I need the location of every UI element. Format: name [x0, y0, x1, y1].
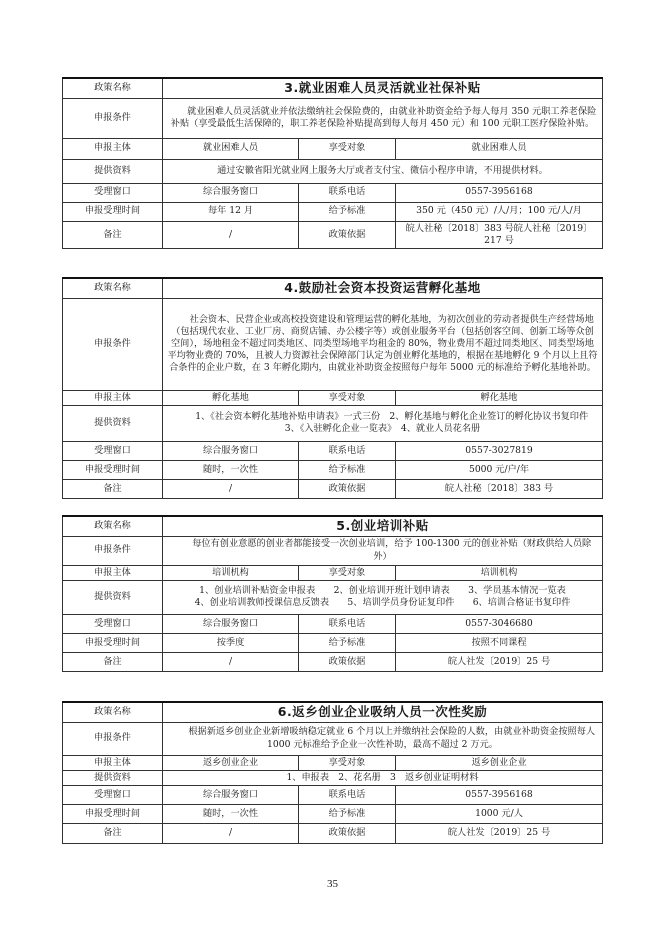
policy-table-6: [62, 701, 603, 844]
materials-label: 提供资料: [63, 159, 163, 183]
beneficiary-value: 培训机构: [396, 565, 603, 580]
subject-value: 返乡创业企业: [163, 755, 299, 770]
policy-name-label: 政策名称: [63, 278, 163, 298]
policy-title: 5.创业培训补贴: [163, 516, 603, 536]
standard-label: 给予标准: [299, 633, 396, 652]
subject-label: 申报主体: [63, 138, 163, 159]
phone-label: 联系电话: [299, 785, 396, 804]
phone-value: 0557-3027819: [396, 441, 603, 460]
phone-label: 联系电话: [299, 614, 396, 633]
window-label: 受理窗口: [63, 441, 163, 460]
time-label: 申报受理时间: [63, 633, 163, 652]
condition-label: 申报条件: [63, 722, 163, 755]
subject-label: 申报主体: [63, 565, 163, 580]
policy-title: 6.返乡创业企业吸纳人员一次性奖励: [163, 702, 603, 722]
subject-label: 申报主体: [63, 390, 163, 405]
window-value: 综合服务窗口: [163, 614, 299, 633]
standard-label: 给予标准: [299, 202, 396, 221]
materials-line-2: 4、创业培训教师授课信息反馈表 5、培训学员身份证复印件 6、培训合格证书复印件: [194, 597, 571, 609]
phone-label: 联系电话: [299, 183, 396, 202]
beneficiary-label: 享受对象: [299, 390, 396, 405]
beneficiary-label: 享受对象: [299, 565, 396, 580]
phone-value: 0557-3956168: [396, 183, 603, 202]
note-value: /: [163, 221, 299, 248]
basis-value: 皖人社发〔2019〕25 号: [396, 823, 603, 843]
standard-value: 1000 元/人: [396, 804, 603, 823]
note-value: /: [163, 823, 299, 843]
note-label: 备注: [63, 652, 163, 671]
subject-value: 培训机构: [163, 565, 299, 580]
time-value: 随时，一次性: [163, 460, 299, 479]
materials-label: 提供资料: [63, 405, 163, 441]
materials-text: 1、《社会资本孵化基地补贴申请表》一式三份 2、孵化基地与孵化企业签订的孵化协议书复印件 3、《入驻孵化企业一览表》 4、就业人员花名册: [163, 405, 603, 441]
materials-text: 通过安徽省阳光就业网上服务大厅或者支付宝、微信小程序申请，不用提供材料。: [163, 159, 603, 183]
materials-label: 提供资料: [63, 580, 163, 614]
subject-value: 就业困难人员: [163, 138, 299, 159]
window-value: 综合服务窗口: [163, 785, 299, 804]
standard-value: 350 元（450 元）/人/月；100 元/人/月: [396, 202, 603, 221]
condition-label: 申报条件: [63, 298, 163, 390]
policy-title: 4.鼓励社会资本投资运营孵化基地: [163, 278, 603, 298]
materials-label: 提供资料: [63, 770, 163, 785]
window-label: 受理窗口: [63, 183, 163, 202]
basis-value: 皖人社发〔2019〕25 号: [396, 652, 603, 671]
standard-value: 5000 元/户/年: [396, 460, 603, 479]
time-label: 申报受理时间: [63, 804, 163, 823]
standard-label: 给予标准: [299, 460, 396, 479]
materials-text: 1、申报表 2、花名册 3 返乡创业证明材料: [163, 770, 603, 785]
phone-value: 0557-3956168: [396, 785, 603, 804]
condition-text: 社会资本、民营企业或高校投资建设和管理运营的孵化基地，为初次创业的劳动者提供生产经营场地（包括现代农业、工业厂房、商贸店铺、办公楼字等）或创业服务平台（包括创客空间、创新工场等众创空间），场地租金不超过同类地区、同类型场地平均租金的 80%，物业费用不超过同类地区、同类型场地平均物业费的 70%，且被人力资源社会保障部门认定为创业孵化基地的，根据在基地孵化 9 个月以上且符合条件的企业户数，在 3 年孵化期内，由就业补助资金按照每户每年 5000 元的标准给予孵化基地补助。: [163, 298, 603, 390]
basis-value: 皖人社秘〔2018〕383 号皖人社秘〔2019〕217 号: [396, 221, 603, 248]
condition-label: 申报条件: [63, 536, 163, 565]
page-number: 35: [327, 878, 338, 890]
phone-value: 0557-3046680: [396, 614, 603, 633]
note-label: 备注: [63, 823, 163, 843]
policy-name-label: 政策名称: [63, 516, 163, 536]
time-value: 按季度: [163, 633, 299, 652]
policy-table-4: [62, 277, 603, 499]
subject-value: 孵化基地: [163, 390, 299, 405]
condition-label: 申报条件: [63, 98, 163, 138]
policy-table-3: [62, 77, 603, 249]
beneficiary-label: 享受对象: [299, 138, 396, 159]
materials-line-1: 1、创业培训补贴资金申报表 2、创业培训开班计划申请表 3、学员基本情况一览表: [199, 585, 566, 596]
window-label: 受理窗口: [63, 614, 163, 633]
policy-table-5: [62, 515, 603, 672]
window-value: 综合服务窗口: [163, 183, 299, 202]
beneficiary-value: 孵化基地: [396, 390, 603, 405]
note-label: 备注: [63, 479, 163, 498]
condition-text: 每位有创业意愿的创业者都能接受一次创业培训，给予 100-1300 元的创业补贴（财政供给人员除外）: [163, 536, 603, 565]
note-label: 备注: [63, 221, 163, 248]
time-value: 随时，一次性: [163, 804, 299, 823]
note-value: /: [163, 479, 299, 498]
condition-text: 就业困难人员灵活就业并依法缴纳社会保险费的，由就业补助资金给予每人每月 350 元职工养老保险补贴（享受最低生活保障的，职工养老保险补贴提高到每人每月 450 元）和 100 元职工医疗保险补贴。: [163, 98, 603, 138]
basis-label: 政策依据: [299, 479, 396, 498]
policy-name-label: 政策名称: [63, 702, 163, 722]
policy-title: 3.就业困难人员灵活就业社保补贴: [163, 78, 603, 98]
basis-label: 政策依据: [299, 221, 396, 248]
beneficiary-value: 就业困难人员: [396, 138, 603, 159]
condition-text: 根据新返乡创业企业新增吸纳稳定就业 6 个月以上并缴纳社会保险的人数，由就业补助资金按照每人 1000 元标准给予企业一次性补助，最高不超过 2 万元。: [163, 722, 603, 755]
basis-label: 政策依据: [299, 652, 396, 671]
standard-label: 给予标准: [299, 804, 396, 823]
beneficiary-value: 返乡创业企业: [396, 755, 603, 770]
standard-value: 按照不同课程: [396, 633, 603, 652]
policy-name-label: 政策名称: [63, 78, 163, 98]
beneficiary-label: 享受对象: [299, 755, 396, 770]
window-value: 综合服务窗口: [163, 441, 299, 460]
time-label: 申报受理时间: [63, 460, 163, 479]
time-label: 申报受理时间: [63, 202, 163, 221]
window-label: 受理窗口: [63, 785, 163, 804]
basis-label: 政策依据: [299, 823, 396, 843]
subject-label: 申报主体: [63, 755, 163, 770]
materials-text: [163, 580, 603, 614]
basis-value: 皖人社秘〔2018〕383 号: [396, 479, 603, 498]
note-value: /: [163, 652, 299, 671]
phone-label: 联系电话: [299, 441, 396, 460]
time-value: 每年 12 月: [163, 202, 299, 221]
